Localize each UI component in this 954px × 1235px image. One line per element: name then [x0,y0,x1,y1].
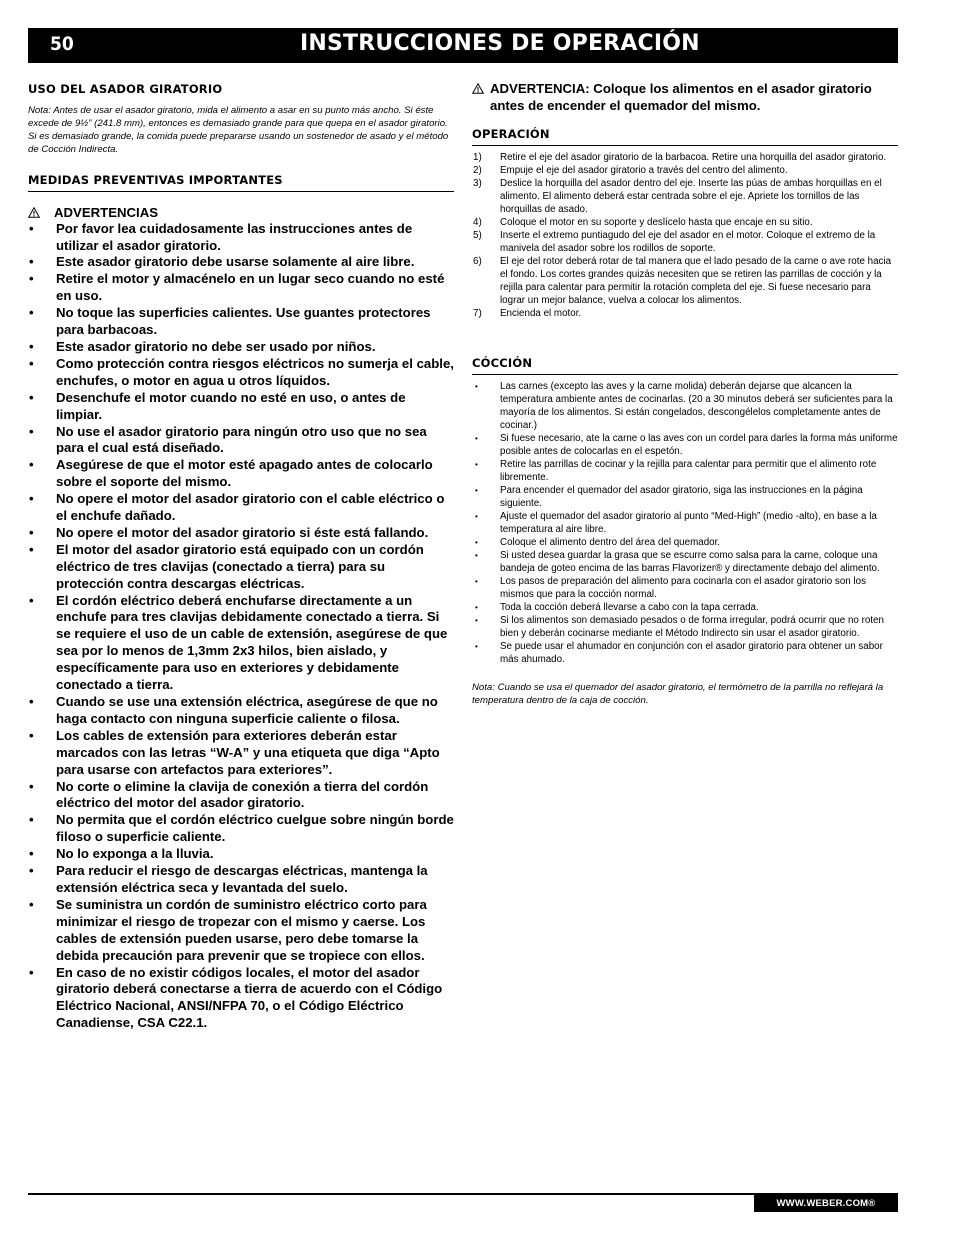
left-column [28,80,454,1032]
warning-text: Asegúrese de que el motor esté apagado antes de colocarlo sobre el soporte del mismo. [56,457,433,490]
coccion-list [472,380,898,666]
bullet: • [29,491,34,507]
coccion-text: Retire las parrillas de cocinar y la rejilla para calentar para permitir que el alimento rote libremente. [500,459,877,483]
coccion-text: Para encender el quemador del asador giratorio, siga las instrucciones en la página siguiente. [500,485,863,509]
advertencias-label: ADVERTENCIAS [54,204,159,220]
bullet: • [29,812,34,828]
warning-text: Para reducir el riesgo de descargas eléctricas, mantenga la extensión eléctrica seca y levantada del suelo. [56,863,428,895]
right-column [472,80,898,708]
step-number: 7) [473,308,482,319]
warning-text: Desenchufe el motor cuando no esté en uso, o antes de limpiar. [56,389,406,422]
warning-item [28,897,454,965]
operacion-step [472,255,898,307]
bullet: • [29,896,34,912]
warning-item [28,457,454,491]
warning-icon [28,207,40,218]
warning-text: No corte o elimine la clavija de conexión a tierra del cordón eléctrico del motor del asador giratorio. [56,778,429,811]
warning-text: No toque las superficies calientes. Use guantes protectores para barbacoas. [56,305,431,338]
warning-item [28,424,454,458]
step-text: Retire el eje del asador giratorio de la barbacoa. Retire una horquilla del asador giratorio. [500,152,887,163]
warning-text: Cuando se use una extensión eléctrica, asegúrese de que no haga contacto con ninguna superficie caliente o filosa. [56,694,438,726]
warning-item [28,305,454,339]
uso-note: Nota: Antes de usar el asador giratorio, mida el alimento a asar en su punto más ancho. Si éste excede de 9½” (241.8 mm), entonces es demasiado grande para que quepa en el asador giratorio. Si es demasiado grande, la comida puede prepararse usando un sostenedor de asado y el método de Cocción Indirecta. [28,105,449,155]
step-number: 4) [473,217,482,228]
coccion-item [472,510,898,536]
uso-heading: USO DEL ASADOR GIRATORIO [28,82,223,96]
page-title: INSTRUCCIONES DE OPERACIÓN [300,31,700,56]
warning-text: Este asador giratorio debe usarse solamente al aire libre. [56,254,415,270]
operacion-step [472,164,898,177]
warning-item [28,728,454,779]
bullet: • [29,524,34,540]
warning-item [28,863,454,897]
coccion-item [472,458,898,484]
advertencia-text: ADVERTENCIA: Coloque los alimentos en el asador giratorio antes de encender el quemador del mismo. [490,81,872,113]
bullet: • [475,460,478,469]
coccion-item [472,549,898,575]
bullet: • [29,727,34,743]
operacion-step [472,177,898,216]
warning-item [28,812,454,846]
operacion-step [472,151,898,164]
warning-item [28,491,454,525]
bullet: • [475,603,478,612]
warning-text: No lo exponga a la lluvia. [56,846,214,862]
bullet: • [29,220,34,236]
bullet: • [475,512,478,521]
coccion-item [472,380,898,432]
advertencia-heading [472,80,898,114]
bullet: • [475,616,478,625]
bullet: • [29,863,34,879]
step-text: El eje del rotor deberá rotar de tal manera que el lado pesado de la carne o ave rote hacia el fondo. Los cortes grandes quizás necesiten que se retiren las parrillas de cocción y la rejilla para calentar para permitir la rotación completa del eje. Si fuese necesario para lograr un mejor balance, vuelva a colocar los alimentos. [500,256,892,306]
warning-item [28,965,454,1033]
bullet: • [29,355,34,371]
bullet: • [29,305,34,321]
step-number: 6) [473,256,482,267]
coccion-text: Si usted desea guardar la grasa que se escurre como salsa para la carne, coloque una bandeja de goteo encima de las barras Flavorizer® y directamente debajo del alimento. [500,550,880,574]
step-text: Inserte el extremo puntiagudo del eje del asador en el motor. Coloque el extremo de la manivela del asador sobre los rodillos de soporte. [500,230,876,254]
warning-text: No use el asador giratorio para ningún otro uso que no sea para el cual está diseñado. [56,423,427,456]
step-number: 3) [473,178,482,189]
bullet: • [29,592,34,608]
warning-text: No opere el motor del asador giratorio si éste está fallando. [56,524,429,540]
bullet: • [475,551,478,560]
step-text: Empuje el eje del asador giratorio a través del centro del alimento. [500,165,788,176]
operacion-step [472,216,898,229]
coccion-item [472,484,898,510]
coccion-item [472,575,898,601]
bullet: • [29,846,34,862]
bullet: • [29,271,34,287]
warning-icon [472,83,484,94]
warning-text: No opere el motor del asador giratorio con el cable eléctrico o el enchufe dañado. [56,491,445,524]
warning-item [28,779,454,813]
warning-item [28,846,454,863]
page-number: 50 [50,33,74,55]
step-number: 1) [473,152,482,163]
advertencias-heading [28,204,454,221]
bullet: • [29,694,34,709]
footer-url: WWW.WEBER.COM® [754,1195,898,1212]
warning-text: Por favor lea cuidadosamente las instrucciones antes de utilizar el asador giratorio. [56,220,413,253]
warning-item [28,254,454,271]
warning-text: El cordón eléctrico deberá enchufarse directamente a un enchufe para tres clavijas debidamente conectado a tierra. Si se requiere el uso de un cable de extensión, asegúrese de que sea por lo menos de 1,3mm 2x3 hilos, bien aislado, y específicamente para uso en exteriores y debidamente conectado a tierra. [56,592,448,693]
bullet: • [29,541,34,557]
warning-item [28,542,454,593]
medidas-heading: MEDIDAS PREVENTIVAS IMPORTANTES [28,173,454,192]
operacion-heading: OPERACIÓN [472,127,898,146]
coccion-item [472,614,898,640]
bullet: • [475,434,478,443]
bullet: • [29,338,34,354]
bullet: • [29,254,34,270]
operacion-step [472,307,898,320]
warning-item [28,221,454,255]
warning-item [28,525,454,542]
bullet: • [29,389,34,405]
coccion-item [472,432,898,458]
step-number: 5) [473,230,482,241]
bullet: • [29,964,34,980]
warning-item [28,593,454,694]
operacion-step [472,229,898,255]
header-bar [28,28,898,63]
bullet: • [29,778,34,794]
warning-item [28,694,454,728]
final-note: Nota: Cuando se usa el quemador del asador giratorio, el termómetro de la parrilla no reflejará la temperatura dentro de la caja de cocción. [472,682,884,706]
coccion-text: Coloque el alimento dentro del área del quemador. [500,537,721,548]
bullet: • [475,486,478,495]
step-number: 2) [473,165,482,176]
warning-item [28,390,454,424]
operacion-steps [472,151,898,320]
coccion-text: Los pasos de preparación del alimento para cocinarla con el asador giratorio son los mismos que para la cocción normal. [500,576,866,600]
coccion-text: Toda la cocción deberá llevarse a cabo con la tapa cerrada. [500,602,759,613]
warning-text: Se suministra un cordón de suministro eléctrico corto para minimizar el riesgo de tropezar con el mismo y caerse. Los cables de extensión pueden usarse, pero debe tomarse la debida precaución para prevenir que se tropiece con ellos. [56,896,427,963]
warning-text: Los cables de extensión para exteriores deberán estar marcados con las letras “W-A” y una etiqueta que diga “Apto para usarse con artefactos para exteriores”. [56,727,440,777]
step-text: Coloque el motor en su soporte y deslícelo hasta que encaje en su sitio. [500,217,813,228]
bullet: • [29,423,34,439]
warning-text: Retire el motor y almacénelo en un lugar seco cuando no esté en uso. [56,271,445,304]
bullet: • [475,538,478,547]
warning-text: No permita que el cordón eléctrico cuelgue sobre ningún borde filoso o superficie caliente. [56,812,454,845]
warning-text: En caso de no existir códigos locales, el motor del asador giratorio deberá conectarse a tierra de acuerdo con el Código Eléctrico Nacional, ANSI/NFPA 70, o el Código Eléctrico Canadiense, CSA C22.1. [56,964,443,1031]
coccion-text: Ajuste el quemador del asador giratorio al punto “Med-High” (medio -alto), en base a la temperatura al aire libre. [500,511,877,535]
warning-list [28,221,454,1033]
warning-item [28,271,454,305]
coccion-text: Se puede usar el ahumador en conjunción con el asador giratorio para obtener un sabor más ahumado. [500,641,883,665]
coccion-item [472,640,898,666]
step-text: Deslice la horquilla del asador dentro del eje. Inserte las púas de ambas horquillas en el alimento. El alimento deberá estar centrada sobre el eje. Apriete los tornillos de las horquillas de asado. [500,178,882,215]
warning-text: Como protección contra riesgos eléctricos no sumerja el cable, enchufes, o motor en agua u otros líquidos. [56,355,454,388]
warning-text: Este asador giratorio no debe ser usado por niños. [56,338,376,354]
bullet: • [475,577,478,586]
coccion-text: Si fuese necesario, ate la carne o las aves con un cordel para darles la forma más uniforme posible antes de colocarlas en el espetón. [500,433,898,457]
warning-text: El motor del asador giratorio está equipado con un cordón eléctrico de tres clavijas (conectado a tierra) para su protección contra descargas eléctricas. [56,541,424,591]
coccion-heading: CÓCCIÓN [472,356,898,375]
warning-item [28,356,454,390]
warning-item [28,339,454,356]
coccion-text: Las carnes (excepto las aves y la carne molida) deberán dejarse que alcancen la temperatura ambiente antes de cocinarlas. (20 a 30 minutos deberá ser suficientes para la mayoría de los alimentos. Si están congelados, descongélelos completamente antes de cocinar.) [500,381,893,431]
bullet: • [29,457,34,473]
step-text: Encienda el motor. [500,308,582,319]
coccion-item [472,536,898,549]
bullet: • [475,382,478,391]
bullet: • [475,642,478,651]
coccion-text: Si los alimentos son demasiado pesados o de forma irregular, podrá ocurrir que no roten bien y deberán cocinarse mediante el Método Indirecto sin usar el asador giratorio. [500,615,884,639]
coccion-item [472,601,898,614]
